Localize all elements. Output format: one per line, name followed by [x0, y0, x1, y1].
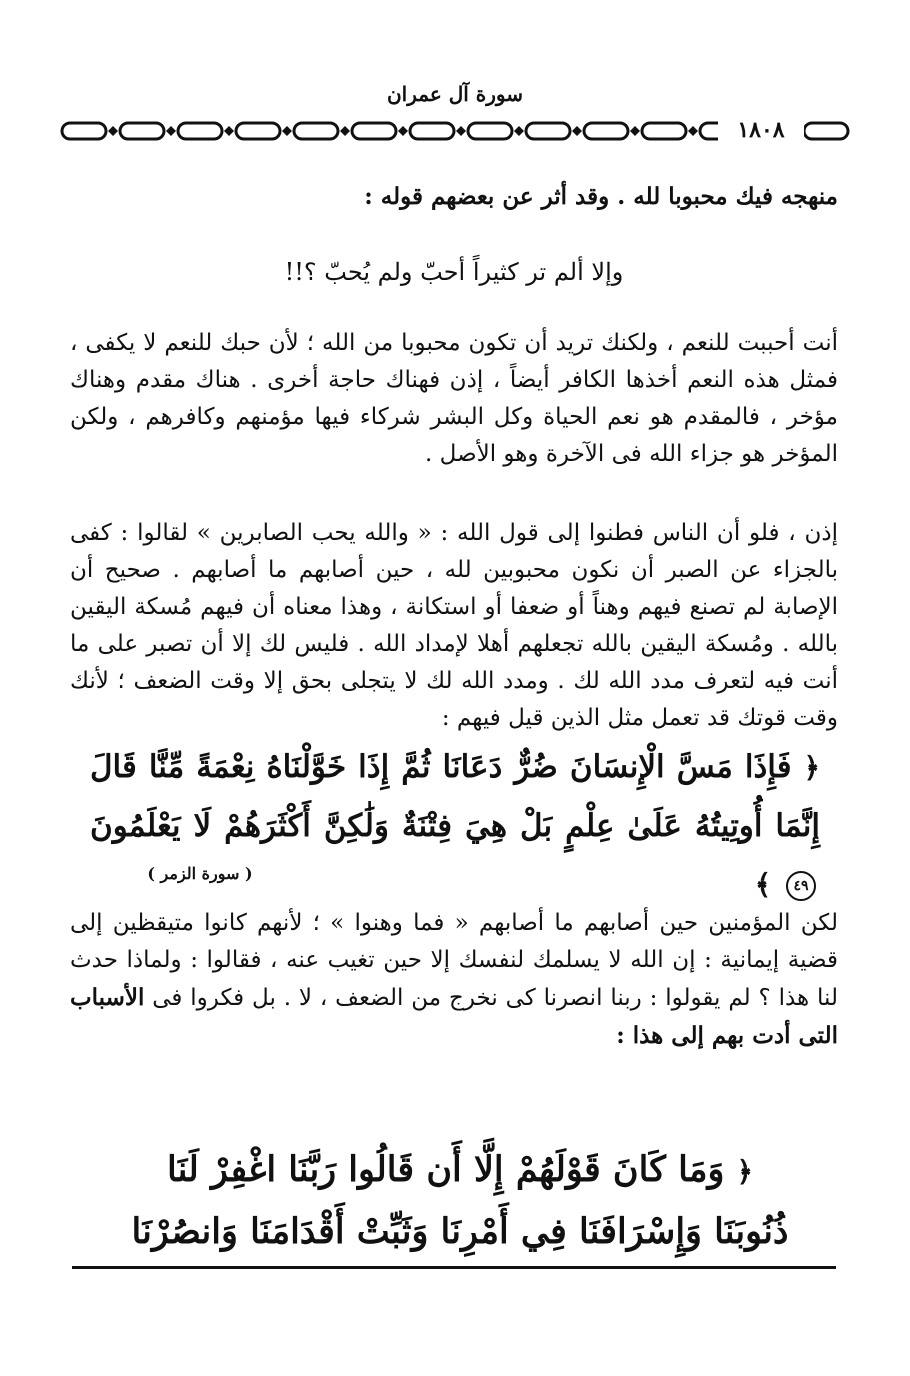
verse-close-bracket: ﴾ — [754, 868, 772, 901]
quran-verse-imran — [100, 1140, 820, 1262]
page-number: ١٨٠٨ — [718, 114, 804, 146]
paragraph-3-text: لكن المؤمنين حين أصابهم ما أصابهم « فما وهنوا » ؛ لأنهم كانوا متيقظين إلى قضية إيمانية : إن الله لا يسلمك لنفسك إلا حين تغيب عنه ، فقالوا : ولماذا حدث لنا هذا ؟ لم يقولوا : ربنا انصرنا كى نخرج من الضعف ، لا . بل فكروا فى — [70, 910, 838, 1011]
paragraph-2: إذن ، فلو أن الناس فطنوا إلى قول الله : « والله يحب الصابرين » لقالوا : كفى بالجزاء عن الصبر أن نكون محبوبين لله ، حين أصابهم ما أصابهم . صحيح أن الإصابة لم تصنع فيهم وهناً أو ضعفا أو استكانة ، وهذا معناه أن فيهم مُسكة اليقين بالله . ومُسكة اليقين بالله تجعلهم أهلا لإمداد الله . فليس لك إلا أن تصبر على ما أنت فيه لتعرف مدد الله لك . ومدد الله لك لا يتجلى بحق إلا وقت الضعف ؛ لأنك وقت قوتك قد تعمل مثل الذين قيل فيهم : — [70, 520, 838, 731]
paragraph-3 — [70, 905, 838, 1055]
footer-rule — [72, 1266, 836, 1269]
verse-2-line-2: ذُنُوبَنَا وَإِسْرَافَنَا فِي أَمْرِنَا وَثَبِّتْ أَقْدَامَنَا وَانصُرْنَا — [131, 1211, 789, 1252]
verse-open-bracket: ﴿ — [803, 751, 820, 784]
poetry-line: وإلا ألم تر كثيراً أحبّ ولم يُحبّ ؟!! — [284, 258, 624, 286]
verse-2-open-bracket: ﴿ — [736, 1155, 754, 1188]
verse-text: فَإِذَا مَسَّ الْإِنسَانَ ضُرٌّ دَعَانَا ثُمَّ إِذَا خَوَّلْنَاهُ نِعْمَةً مِّنَّا قَالَ إِنَّمَا أُوتِيتُهُ عَلَىٰ عِلْمٍ بَلْ هِيَ فِتْنَةٌ وَلَٰكِنَّ أَكْثَرَهُمْ لَا يَعْلَمُونَ — [90, 749, 820, 844]
ayah-number: ٤٩ — [786, 871, 816, 901]
running-title: سورة آل عمران — [386, 82, 523, 106]
verse-2-line-1 — [100, 1140, 820, 1202]
verse-source: ( سورة الزمر ) — [147, 864, 253, 883]
paragraph-1: أنت أحببت للنعم ، ولكنك تريد أن تكون محبوبا من الله ؛ لأن حبك للنعم لا يكفى ، فمثل هذه النعم أخذها الكافر أيضاً ، إذن فهناك حاجة أخرى . هناك مقدم وهناك مؤخر ، فالمقدم هو نعم الحياة وكل البشر شركاء فيها مؤمنهم وكافرهم ، ولكن المؤخر هو جزاء الله فى الآخرة وهو الأصل . — [70, 330, 838, 467]
quran-verse-zumar — [90, 738, 820, 914]
lead-line: منهجه فيك محبوبا لله . وقد أثر عن بعضهم قوله : — [364, 183, 838, 210]
paragraph-3-bold-text: الأسباب التى أدت بهم إلى هذا : — [70, 984, 838, 1049]
verse-2-line-1-text: وَمَا كَانَ قَوْلَهُمْ إِلَّا أَن قَالُوا رَبَّنَا اغْفِرْ لَنَا — [166, 1149, 725, 1190]
